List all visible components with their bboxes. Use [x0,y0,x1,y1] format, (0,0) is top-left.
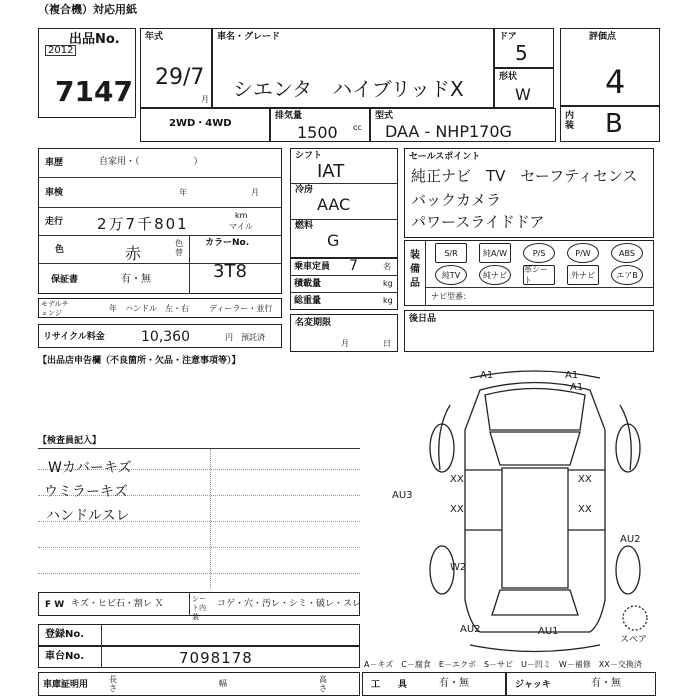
later-items-box [404,310,654,352]
chassis-value: 7098178 [179,649,253,667]
model-code-value: DAA - NHP170G [385,122,512,141]
sales-points-label: セールスポイント [409,152,481,162]
car-name-value: シエンタ ハイブリッドX [233,77,464,101]
inspection-label: 車検 [45,188,64,198]
model-change-box [38,298,282,318]
equip-pw: P/W [567,243,599,263]
load-label: 積載量 [294,279,322,289]
model-change-dealer: ディーラー・並行 [209,304,273,313]
mark-au2-right: AU2 [620,534,641,545]
recycle-unit: 円 預託済 [225,333,265,342]
history-value: 自家用・（ ） [99,157,203,167]
mark-a1-front-left: A1 [480,370,494,381]
fuel-label: 燃料 [295,221,314,231]
doors-label: ドア [499,32,517,42]
model-change-year: 年 [109,304,117,313]
car-name-box [212,28,494,108]
color-label: 色 [55,245,65,255]
damage-legend: A－キズ C－腐食 E－エクボ S－サビ U－凹ミ W－補修 XX－交換済 [364,660,642,669]
jack-box [506,672,656,696]
chassis-box [38,646,360,668]
aircon-value: AAC [317,195,351,214]
sales-point-line-3: パワースライドドア [411,213,545,231]
door-box [494,28,554,68]
inspector-label: 【検査員記入】 [38,436,102,446]
equip-sr: S/R [435,243,467,263]
displacement-label: 排気量 [275,111,303,121]
registration-box [38,624,360,646]
capacity-box [290,258,398,310]
sheet-label: シート内装 [192,595,206,621]
jack-label: ジャッキ [515,680,551,690]
cert-length: 長さ [109,675,117,693]
color-sub-label: 色替 [175,239,183,257]
equipment-label: 装備品 [410,250,420,289]
recycle-value: 10,360 [141,329,190,345]
chassis-label: 車台No. [45,651,85,662]
mileage-label: 走行 [45,217,64,227]
equip-tv: 純TV [435,265,467,285]
cert-height: 高さ [319,675,327,693]
mileage-unit-mile: マイル [229,222,253,231]
car-damage-diagram [392,370,660,655]
cert-width: 幅 [219,679,227,688]
mark-w2: W2 [450,562,467,573]
model-year-label: 年式 [145,32,164,42]
shape-value: W [515,85,531,104]
grade-label: 評価点 [589,32,617,42]
model-year-box [140,28,212,108]
fw-box [38,592,362,621]
equipment-box [404,240,654,306]
displacement-value: 1500 [297,123,338,142]
model-change-label: モデルチェンジ [41,300,69,317]
displacement-unit: cc [353,123,362,132]
recycle-label: リサイクル料金 [43,332,105,342]
displacement-box [270,108,370,142]
navi-model-label: ナビ型番： [431,292,471,301]
mileage-value: 2万7千801 [97,215,189,233]
model-year-value: 29/7 [155,65,205,90]
spare-label: スペア [620,635,648,645]
sales-points-box [404,148,654,238]
equip-ext-navi: 外ナビ [567,265,599,285]
shape-box [494,68,554,108]
model-change-handle: ハンドル 左・右 [125,304,189,313]
mark-xx-1: XX [450,474,464,485]
sales-point-line-2: バックカメラ [411,191,502,209]
inspection-year: 年 [179,188,187,197]
equip-navi: 純ナビ [479,265,511,285]
mark-a1-front-right: A1 [565,370,579,381]
mark-xx-3: XX [578,474,592,485]
name-change-label: 名変期限 [295,318,332,328]
warranty-value: 有・無 [121,274,151,285]
model-code-box [370,108,556,142]
grade-value: 4 [605,63,626,101]
history-label: 車歴 [45,158,64,168]
name-change-box [290,314,398,352]
color-no-label: カラーNo. [205,238,250,248]
info-block [38,148,282,294]
inspector-note-1: Wカバーキズ [48,460,132,476]
total-weight-label: 総重量 [294,296,322,306]
capacity-value: 7 [349,258,358,274]
drive-box [140,108,270,142]
equip-leather: 革シート [523,265,555,285]
inspector-note-2: ウミラーキズ [44,484,128,500]
mark-xx-4: XX [578,504,592,515]
capacity-label: 乗車定員 [294,262,331,272]
model-code-label: 型式 [375,111,394,121]
mileage-unit-km: km [235,211,248,220]
color-value: 赤 [125,244,142,263]
lot-label: 出品No. [69,32,120,47]
notes-header: 【出品店申告欄（不良箇所・欠品・注意事項等）】 [38,356,241,366]
mark-a1-hood: A1 [570,382,584,393]
equip-ps: P/S [523,243,555,263]
equip-abs: ABS [611,243,643,263]
grade-box [560,28,660,106]
name-change-day: 日 [383,339,391,348]
equip-aw: 純A/W [479,243,511,263]
shift-label: シフト [295,151,323,161]
mark-au1-rear: AU1 [538,626,559,637]
inspection-month: 月 [251,188,259,197]
inspector-area [38,448,360,589]
total-weight-unit: kg [383,296,393,305]
tools-value: 有・無 [439,678,469,689]
name-change-month: 月 [341,339,349,348]
lot-box [38,28,136,118]
form-title: （複合機）対応用紙 [38,3,137,16]
sales-point-line-1: 純正ナビ TV セーフティセンス [411,167,638,185]
aircon-label: 冷房 [295,185,314,195]
recycle-box [38,324,282,348]
fw-label: F W [45,600,65,610]
later-items-label: 後日品 [409,314,437,324]
drive-label: 2WD・4WD [169,118,232,129]
capacity-unit: 名 [383,262,391,271]
sheet-text: コゲ・穴・汚レ・シミ・破レ・スレ [217,599,362,609]
mark-xx-2: XX [450,504,464,515]
warranty-label: 保証書 [51,275,79,285]
shape-label: 形状 [499,72,518,82]
load-unit: kg [383,279,393,288]
cert-box [38,672,360,696]
spec-box [290,148,398,258]
model-year-unit: 月 [201,95,209,104]
cert-label: 車庫証明用 [43,680,89,690]
inspector-note-3: ハンドルスレ [46,508,130,524]
interior-box [560,106,660,142]
doors-value: 5 [515,41,528,65]
interior-label: 内装 [565,111,575,131]
color-no-value: 3T8 [213,261,247,282]
lot-number: 7147 [55,75,133,108]
jack-value: 有・無 [591,678,621,689]
tools-box [362,672,506,696]
tools-label: 工 具 [371,680,408,690]
fuel-value: G [327,231,340,250]
registration-label: 登録No. [45,629,85,640]
fw-text: キズ・ヒビ石・割レ Ｘ [71,599,164,609]
mark-au3-left: AU3 [392,490,413,501]
car-name-label: 車名・グレード [217,32,281,42]
equip-airbag: エアB [611,265,643,285]
mark-au2-rear: AU2 [460,624,481,635]
shift-value: IAT [317,161,345,182]
lot-year: 2012 [45,45,76,56]
interior-value: B [605,109,623,139]
